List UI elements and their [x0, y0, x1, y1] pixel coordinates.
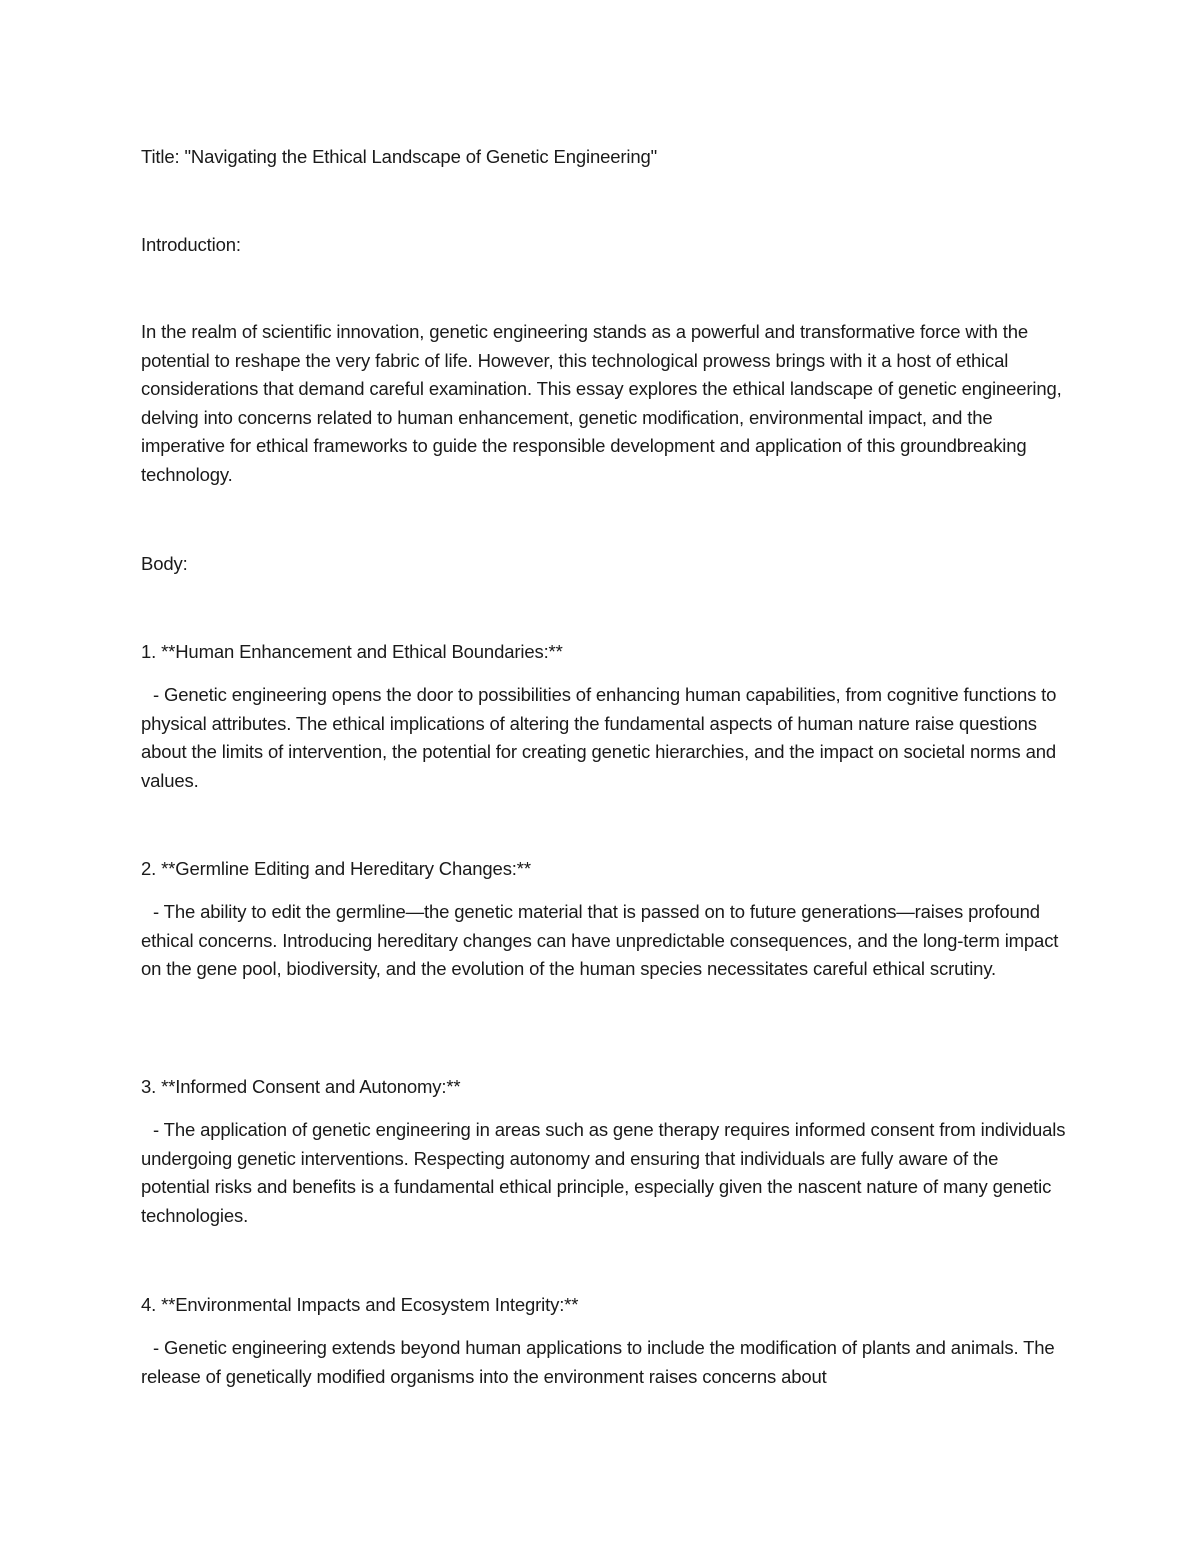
document-title: Title: "Navigating the Ethical Landscape of Genetic Engineering"	[141, 146, 658, 167]
section-2-text: - The ability to edit the germline—the genetic material that is passed on to future generations—raises profound ethical concerns. Introducing hereditary changes can have unpredictable consequences, and the long-term impact on the gene pool, biodiversity, and the evolution of the human species necessitates careful ethical scrutiny.	[141, 901, 1059, 980]
section-3-heading: 3. **Informed Consent and Autonomy:**	[141, 1076, 461, 1097]
section-1-heading: 1. **Human Enhancement and Ethical Boundaries:**	[141, 641, 563, 662]
introduction-heading: Introduction:	[141, 234, 241, 255]
body-heading: Body:	[141, 553, 188, 574]
section-4-heading: 4. **Environmental Impacts and Ecosystem Integrity:**	[141, 1294, 579, 1315]
section-3-text: - The application of genetic engineering in areas such as gene therapy requires informed consent from individuals undergoing genetic interventions. Respecting autonomy and ensuring that individuals are fully aware of the potential risks and benefits is a fundamental ethical principle, especially given the nascent nature of many genetic technologies.	[141, 1119, 1066, 1226]
introduction-paragraph: In the realm of scientific innovation, genetic engineering stands as a powerful and transformative force with the potential to reshape the very fabric of life. However, this technological prowess brings with it a host of ethical considerations that demand careful examination. This essay explores the ethical landscape of genetic engineering, delving into concerns related to human enhancement, genetic modification, environmental impact, and the imperative for ethical frameworks to guide the responsible development and application of this groundbreaking technology.	[141, 321, 1062, 485]
section-2-heading: 2. **Germline Editing and Hereditary Changes:**	[141, 858, 531, 879]
section-1-text: - Genetic engineering opens the door to possibilities of enhancing human capabilities, from cognitive functions to physical attributes. The ethical implications of altering the fundamental aspects of human nature raise questions about the limits of intervention, the potential for creating genetic hierarchies, and the impact on societal norms and values.	[141, 684, 1057, 791]
section-4-text: - Genetic engineering extends beyond human applications to include the modification of plants and animals. The release of genetically modified organisms into the environment raises concerns about	[141, 1337, 1055, 1387]
